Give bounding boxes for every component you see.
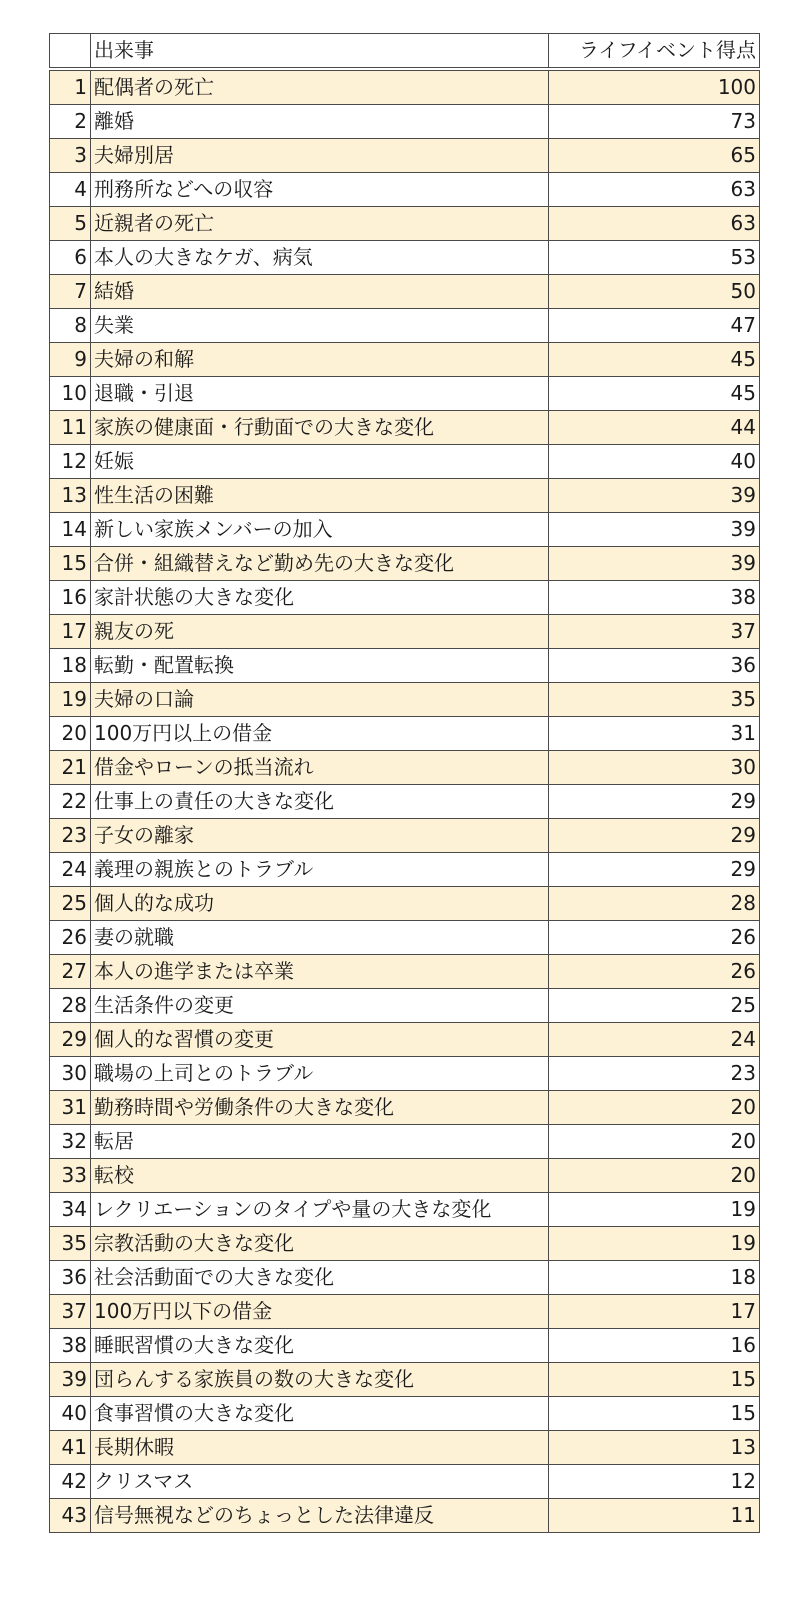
table-row [50, 547, 760, 581]
score-cell: 39 [549, 479, 760, 513]
table-row [50, 207, 760, 241]
table-header-row [50, 34, 760, 70]
event-cell: 社会活動面での大きな変化 [91, 1261, 549, 1295]
table-row [50, 1431, 760, 1465]
score-cell: 29 [549, 819, 760, 853]
score-cell: 28 [549, 887, 760, 921]
row-number: 35 [50, 1227, 91, 1261]
event-cell: 家計状態の大きな変化 [91, 581, 549, 615]
score-cell: 44 [549, 411, 760, 445]
score-cell: 26 [549, 921, 760, 955]
event-cell: 失業 [91, 309, 549, 343]
score-cell: 20 [549, 1125, 760, 1159]
event-cell: 団らんする家族員の数の大きな変化 [91, 1363, 549, 1397]
score-cell: 38 [549, 581, 760, 615]
row-number: 18 [50, 649, 91, 683]
score-cell: 45 [549, 343, 760, 377]
score-cell: 26 [549, 955, 760, 989]
score-cell: 17 [549, 1295, 760, 1329]
event-cell: 睡眠習慣の大きな変化 [91, 1329, 549, 1363]
row-number: 36 [50, 1261, 91, 1295]
row-number: 32 [50, 1125, 91, 1159]
score-cell: 37 [549, 615, 760, 649]
event-cell: 妊娠 [91, 445, 549, 479]
row-number: 10 [50, 377, 91, 411]
row-number: 21 [50, 751, 91, 785]
row-number: 43 [50, 1499, 91, 1533]
event-cell: 義理の親族とのトラブル [91, 853, 549, 887]
score-cell: 15 [549, 1397, 760, 1431]
table-row [50, 377, 760, 411]
row-number: 29 [50, 1023, 91, 1057]
event-cell: 個人的な習慣の変更 [91, 1023, 549, 1057]
table-row [50, 989, 760, 1023]
score-cell: 73 [549, 105, 760, 139]
score-cell: 47 [549, 309, 760, 343]
score-cell: 30 [549, 751, 760, 785]
score-cell: 19 [549, 1227, 760, 1261]
event-cell: 夫婦の和解 [91, 343, 549, 377]
table-row [50, 139, 760, 173]
event-cell: 本人の進学または卒業 [91, 955, 549, 989]
event-cell: 転居 [91, 1125, 549, 1159]
event-cell: 仕事上の責任の大きな変化 [91, 785, 549, 819]
event-cell: 食事習慣の大きな変化 [91, 1397, 549, 1431]
event-cell: 家族の健康面・行動面での大きな変化 [91, 411, 549, 445]
table-row [50, 1397, 760, 1431]
event-cell: 長期休暇 [91, 1431, 549, 1465]
event-cell: 職場の上司とのトラブル [91, 1057, 549, 1091]
score-cell: 35 [549, 683, 760, 717]
score-cell: 63 [549, 173, 760, 207]
table-row [50, 479, 760, 513]
score-cell: 39 [549, 513, 760, 547]
score-cell: 31 [549, 717, 760, 751]
header-number [50, 34, 91, 70]
table-row [50, 717, 760, 751]
table-row [50, 955, 760, 989]
row-number: 31 [50, 1091, 91, 1125]
score-cell: 13 [549, 1431, 760, 1465]
row-number: 4 [50, 173, 91, 207]
table-row [50, 1057, 760, 1091]
score-cell: 45 [549, 377, 760, 411]
event-cell: 夫婦の口論 [91, 683, 549, 717]
score-cell: 12 [549, 1465, 760, 1499]
score-cell: 29 [549, 785, 760, 819]
row-number: 7 [50, 275, 91, 309]
event-cell: 転勤・配置転換 [91, 649, 549, 683]
row-number: 12 [50, 445, 91, 479]
event-cell: 個人的な成功 [91, 887, 549, 921]
table-row [50, 411, 760, 445]
table-row [50, 343, 760, 377]
table-row [50, 1261, 760, 1295]
score-cell: 100 [549, 69, 760, 105]
event-cell: 新しい家族メンバーの加入 [91, 513, 549, 547]
row-number: 40 [50, 1397, 91, 1431]
score-cell: 19 [549, 1193, 760, 1227]
event-cell: 100万円以下の借金 [91, 1295, 549, 1329]
row-number: 27 [50, 955, 91, 989]
score-cell: 23 [549, 1057, 760, 1091]
table-row [50, 1465, 760, 1499]
row-number: 2 [50, 105, 91, 139]
row-number: 23 [50, 819, 91, 853]
row-number: 30 [50, 1057, 91, 1091]
row-number: 24 [50, 853, 91, 887]
event-cell: 勤務時間や労働条件の大きな変化 [91, 1091, 549, 1125]
row-number: 28 [50, 989, 91, 1023]
row-number: 25 [50, 887, 91, 921]
table-row [50, 1227, 760, 1261]
score-cell: 65 [549, 139, 760, 173]
table-row [50, 69, 760, 105]
row-number: 6 [50, 241, 91, 275]
table-row [50, 887, 760, 921]
row-number: 9 [50, 343, 91, 377]
score-cell: 20 [549, 1091, 760, 1125]
header-event: 出来事 [91, 34, 549, 70]
event-cell: 退職・引退 [91, 377, 549, 411]
header-score: ライフイベント得点 [549, 34, 760, 70]
table-row [50, 173, 760, 207]
row-number: 41 [50, 1431, 91, 1465]
event-cell: 転校 [91, 1159, 549, 1193]
table-row [50, 241, 760, 275]
table-row [50, 1363, 760, 1397]
event-cell: 借金やローンの抵当流れ [91, 751, 549, 785]
event-cell: 100万円以上の借金 [91, 717, 549, 751]
score-cell: 15 [549, 1363, 760, 1397]
table-row [50, 751, 760, 785]
table-row [50, 1125, 760, 1159]
row-number: 42 [50, 1465, 91, 1499]
table-row [50, 853, 760, 887]
table-row [50, 649, 760, 683]
event-cell: 離婚 [91, 105, 549, 139]
event-cell: 妻の就職 [91, 921, 549, 955]
score-cell: 16 [549, 1329, 760, 1363]
row-number: 13 [50, 479, 91, 513]
table-row [50, 445, 760, 479]
row-number: 17 [50, 615, 91, 649]
event-cell: 夫婦別居 [91, 139, 549, 173]
event-cell: 近親者の死亡 [91, 207, 549, 241]
table-row [50, 615, 760, 649]
table-row [50, 1295, 760, 1329]
event-cell: 合併・組織替えなど勤め先の大きな変化 [91, 547, 549, 581]
score-cell: 53 [549, 241, 760, 275]
table-row [50, 105, 760, 139]
event-cell: 配偶者の死亡 [91, 69, 549, 105]
table-row [50, 819, 760, 853]
row-number: 1 [50, 69, 91, 105]
table-row [50, 785, 760, 819]
row-number: 8 [50, 309, 91, 343]
score-cell: 18 [549, 1261, 760, 1295]
event-cell: 宗教活動の大きな変化 [91, 1227, 549, 1261]
table-row [50, 309, 760, 343]
event-cell: 生活条件の変更 [91, 989, 549, 1023]
score-cell: 24 [549, 1023, 760, 1057]
event-cell: クリスマス [91, 1465, 549, 1499]
event-cell: 子女の離家 [91, 819, 549, 853]
event-cell: 本人の大きなケガ、病気 [91, 241, 549, 275]
table-row [50, 1193, 760, 1227]
row-number: 14 [50, 513, 91, 547]
event-cell: 信号無視などのちょっとした法律違反 [91, 1499, 549, 1533]
score-cell: 39 [549, 547, 760, 581]
event-cell: 性生活の困難 [91, 479, 549, 513]
row-number: 20 [50, 717, 91, 751]
event-cell: 結婚 [91, 275, 549, 309]
row-number: 38 [50, 1329, 91, 1363]
row-number: 3 [50, 139, 91, 173]
row-number: 11 [50, 411, 91, 445]
table-row [50, 1499, 760, 1533]
score-cell: 25 [549, 989, 760, 1023]
row-number: 5 [50, 207, 91, 241]
score-cell: 36 [549, 649, 760, 683]
score-cell: 20 [549, 1159, 760, 1193]
row-number: 33 [50, 1159, 91, 1193]
score-cell: 40 [549, 445, 760, 479]
row-number: 15 [50, 547, 91, 581]
event-cell: 刑務所などへの収容 [91, 173, 549, 207]
life-event-score-table [49, 33, 760, 1533]
table-body [50, 69, 760, 1533]
row-number: 19 [50, 683, 91, 717]
table-row [50, 1329, 760, 1363]
score-cell: 50 [549, 275, 760, 309]
row-number: 16 [50, 581, 91, 615]
table-row [50, 683, 760, 717]
table-row [50, 921, 760, 955]
row-number: 34 [50, 1193, 91, 1227]
row-number: 22 [50, 785, 91, 819]
row-number: 39 [50, 1363, 91, 1397]
table-row [50, 1091, 760, 1125]
table-row [50, 275, 760, 309]
event-cell: 親友の死 [91, 615, 549, 649]
row-number: 26 [50, 921, 91, 955]
score-cell: 63 [549, 207, 760, 241]
table-row [50, 581, 760, 615]
table-row [50, 513, 760, 547]
table-row [50, 1159, 760, 1193]
score-cell: 11 [549, 1499, 760, 1533]
row-number: 37 [50, 1295, 91, 1329]
table-row [50, 1023, 760, 1057]
score-cell: 29 [549, 853, 760, 887]
event-cell: レクリエーションのタイプや量の大きな変化 [91, 1193, 549, 1227]
